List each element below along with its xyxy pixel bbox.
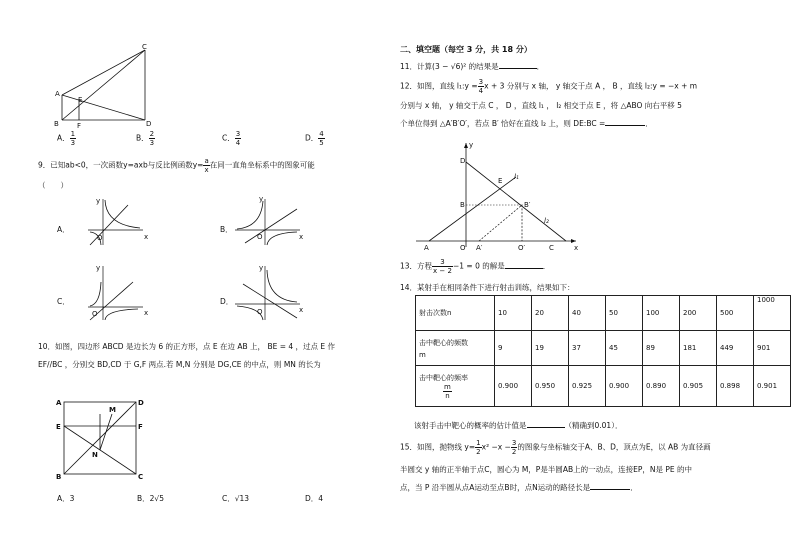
q12-label-x: x	[574, 244, 579, 252]
q14-header-m: 击中靶心的频数 m	[416, 331, 495, 366]
q12-label-op: O′	[518, 244, 526, 252]
q12-label-y: y	[469, 141, 474, 149]
q12-line2: 分别与 x 轴， y 轴交于点 C ， D ，直线 l₁ ， l₂ 相交于点 E ，将 △ABO 向右平移 5	[400, 101, 682, 110]
q15-line2: 半圆交 y 轴的正半轴于点C，圆心为 M，P是半圆AB上的一动点，连接EP，N是 PE 的中	[400, 465, 692, 474]
q14-n-cell: 1000	[754, 296, 791, 331]
q10-label-a: A	[56, 399, 62, 407]
q14-header-n: 射击次数n	[416, 296, 495, 331]
q14-header-rate: 击中靶心的频率 $\frac{m}{n}$	[416, 366, 495, 407]
q9c-o: O	[92, 310, 98, 318]
q14-rate-cell: 0.900	[495, 366, 532, 407]
q14-m-cell: 19	[532, 331, 569, 366]
q13: 13．方程 $\frac{3}{x - 2}$ −1 = 0 的解是 ．	[400, 258, 551, 275]
q14-rate-cell: 0.900	[606, 366, 643, 407]
q14-n-cell: 50	[606, 296, 643, 331]
q11-answer-blank[interactable]	[499, 68, 537, 69]
q9-stem: 9．已知ab<0，一次函数y=axb与反比例函数y= $\frac{a}{x}$ 在同一直角坐标系中的图象可能	[38, 157, 315, 174]
q8-option-d[interactable]: D． $\frac{4}{5}$	[305, 130, 324, 147]
q14-n-cell: 20	[532, 296, 569, 331]
q8-option-a[interactable]: A． $\frac{1}{3}$	[57, 130, 76, 147]
q9-graph-b[interactable]	[235, 195, 305, 250]
q10-label-f: F	[138, 423, 143, 431]
q9-option-a[interactable]: A．	[57, 225, 70, 234]
q8-option-c[interactable]: C． $\frac{3}{4}$	[222, 130, 241, 147]
q9b-y: y	[259, 195, 264, 203]
q14-rate-cell: 0.905	[680, 366, 717, 407]
q10-figure	[55, 395, 145, 485]
q14-rate-cell: 0.950	[532, 366, 569, 407]
q15-answer-blank[interactable]	[590, 489, 630, 490]
q9a-o: O	[97, 234, 103, 242]
q9d-y: y	[259, 264, 264, 272]
q8-option-b[interactable]: B． $\frac{2}{3}$	[136, 130, 155, 147]
q14-answer-blank[interactable]	[527, 427, 565, 428]
q11: 11．计算(3 − √6)² 的结果是 ．	[400, 62, 545, 71]
q14-n-cell: 100	[643, 296, 680, 331]
q12-label-ap: A′	[476, 244, 483, 252]
q12-label-b: B	[460, 201, 465, 209]
q14-n-cell: 10	[495, 296, 532, 331]
q9-option-c[interactable]: C．	[57, 297, 70, 306]
q10-label-b: B	[56, 473, 62, 481]
q12-label-c: C	[549, 244, 554, 252]
q14-rate-cell: 0.898	[717, 366, 754, 407]
q12-label-d: D	[460, 157, 466, 165]
q10-label-c: C	[138, 473, 144, 481]
q14-row-rate	[416, 366, 791, 407]
q14-intro: 14．某射手在相同条件下进行射击训练，结果如下：	[400, 283, 575, 292]
q12-label-o: O	[460, 244, 466, 252]
q12-label-l2: l₂	[544, 217, 549, 225]
q8-figure	[50, 40, 160, 130]
q9-graph-a[interactable]	[88, 195, 148, 250]
q14-m-cell: 37	[569, 331, 606, 366]
q12-answer-blank[interactable]	[605, 125, 645, 126]
q10-option-a[interactable]: A．3	[57, 494, 75, 503]
q8-label-a: A	[55, 90, 60, 98]
q14-n-cell: 40	[569, 296, 606, 331]
section-title: 二、填空题（每空 3 分，共 18 分）	[400, 45, 532, 54]
q9-paren: （ ）	[38, 181, 68, 190]
q15-line3: 点，当 P 沿半圆从点A运动至点B时，点N运动的路径长是 ．	[400, 483, 638, 492]
q14-m-cell: 181	[680, 331, 717, 366]
q14-row-m	[416, 331, 791, 366]
q8-label-e: E	[78, 96, 83, 104]
q10-option-d[interactable]: D．4	[305, 494, 324, 503]
q10-label-m: M	[109, 406, 116, 414]
q10-label-d: D	[138, 399, 144, 407]
q12-label-e: E	[498, 177, 503, 185]
q12-label-l1: l₁	[514, 173, 519, 181]
q8-label-d: D	[146, 120, 152, 128]
q9b-o: O	[257, 233, 263, 241]
q9-graph-d[interactable]	[235, 262, 305, 322]
q14-rate-cell: 0.925	[569, 366, 606, 407]
q14-row-n	[416, 296, 791, 331]
q12-label-bp: B′	[524, 201, 531, 209]
q9d-x: x	[299, 306, 304, 314]
q14-n-cell: 200	[680, 296, 717, 331]
q14-rate-cell: 0.890	[643, 366, 680, 407]
q10-line2: EF//BC ，分别交 BD,CD 于 G,F 两点.若 M,N 分别是 DG,CE 的中点，则 MN 的长为	[38, 360, 321, 369]
q14-m-cell: 901	[754, 331, 791, 366]
q12-label-a: A	[424, 244, 429, 252]
q14-rate-cell: 0.901	[754, 366, 791, 407]
q14-m-cell: 449	[717, 331, 754, 366]
q10-label-n: N	[92, 451, 98, 459]
q9d-o: O	[257, 308, 263, 316]
q9b-x: x	[299, 233, 304, 241]
q10-option-c[interactable]: C．√13	[222, 494, 250, 503]
q9-graph-c[interactable]	[88, 262, 148, 322]
q9-option-d[interactable]: D．	[220, 297, 234, 306]
q13-answer-blank[interactable]	[505, 268, 543, 269]
q9a-y: y	[96, 197, 101, 205]
q10-label-e: E	[56, 423, 61, 431]
q14-m-cell: 45	[606, 331, 643, 366]
q14-table	[415, 295, 791, 407]
q9c-x: x	[144, 309, 149, 317]
q14-n-cell: 500	[717, 296, 754, 331]
q14-m-cell: 9	[495, 331, 532, 366]
q8-label-c: C	[142, 43, 147, 51]
q12-line1: 12．如图，直线 l₁:y = $\frac{3}{4}$ x + 3 分别与 x 轴， y 轴交于点 A ， B ，直线 l₂:y = −x + m	[400, 78, 698, 95]
q9a-x: x	[144, 233, 149, 241]
q14-after: 该射手击中靶心的概率的估计值是 （精确到0.01）．	[414, 421, 623, 430]
q10-line1: 10．如图，四边形 ABCD 是边长为 6 的正方形，点 E 在边 AB 上， BE = 4 ，过点 E 作	[38, 342, 336, 351]
q12-line3: 个单位得到 △A′B′O′，若点 B′ 恰好在直线 l₂ 上，则 DE:BC = ．	[400, 119, 653, 128]
q8-label-b: B	[54, 120, 59, 128]
q9c-y: y	[96, 264, 101, 272]
q8-label-f: F	[77, 122, 82, 130]
q12-figure	[416, 135, 581, 250]
q9-option-b[interactable]: B．	[220, 225, 233, 234]
q10-option-b[interactable]: B．2√5	[137, 494, 164, 503]
q15-line1: 15．如图，抛物线 y= $\frac{1}{2}$ x² −x − $\frac{3}{2}$ 的图象与坐标轴交于A、B、D，顶点为E，以 AB 为直径画	[400, 439, 711, 456]
q14-m-cell: 89	[643, 331, 680, 366]
